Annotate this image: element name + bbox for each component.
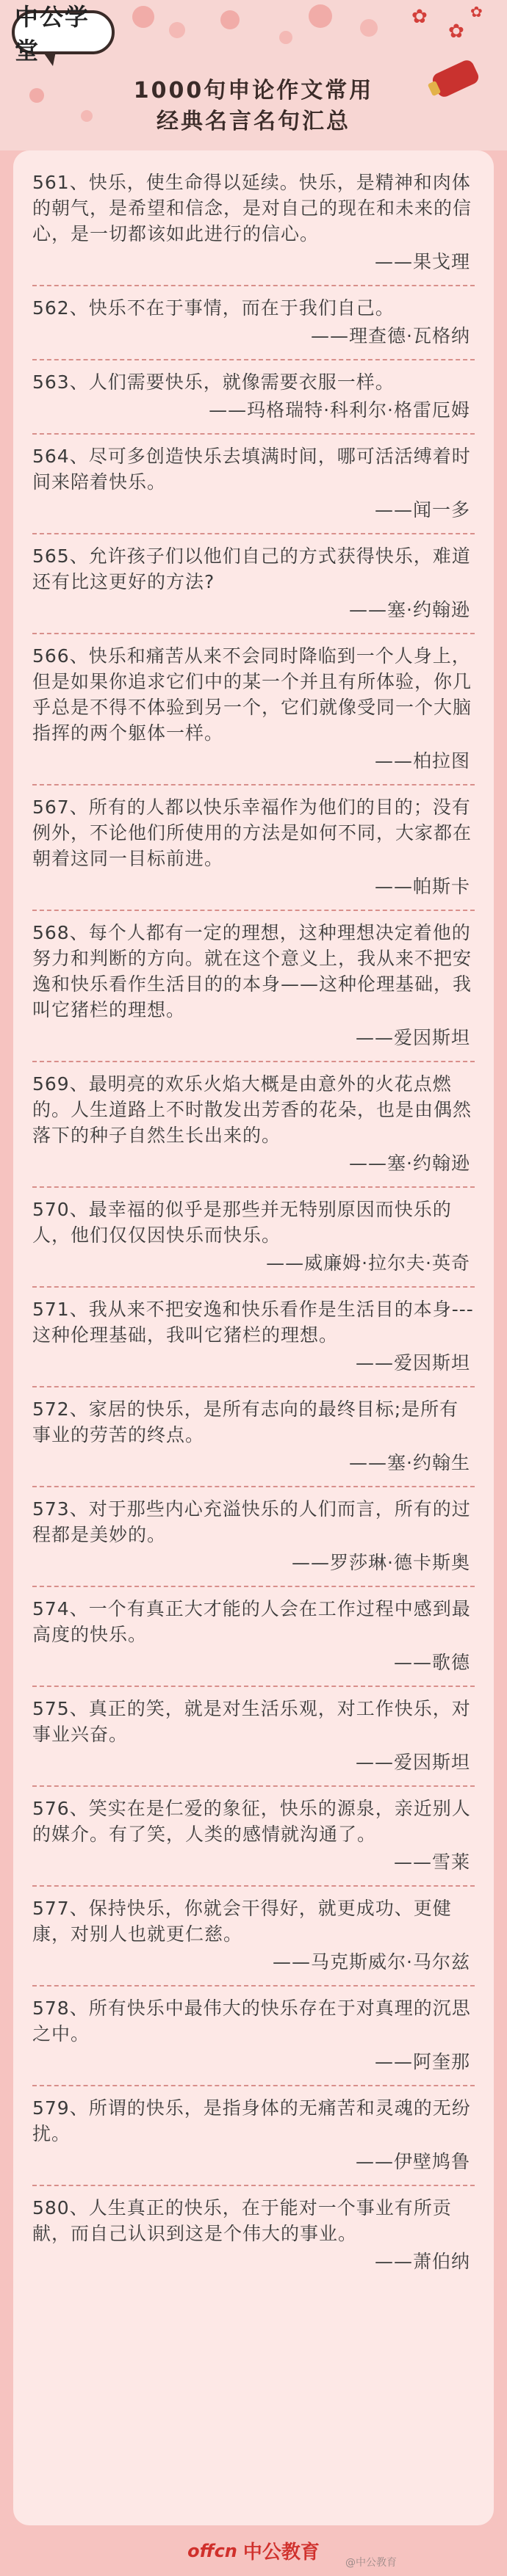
quotes-card: [13, 150, 494, 2525]
quote-text: 562、快乐不在于事情，而在于我们自己。: [32, 297, 395, 319]
quote-text: 571、我从来不把安逸和快乐看作是生活目的本身---这种伦理基础，我叫它猪栏的理想。: [32, 1299, 474, 1346]
quote-entry: [32, 1487, 475, 1587]
quote-author: ——萧伯纳: [374, 2251, 470, 2272]
quote-entry: [32, 2086, 475, 2186]
quote-entry: [32, 634, 475, 786]
quote-entry: [32, 1062, 475, 1188]
logo: 中公学堂: [12, 10, 115, 54]
quote-entry: [32, 1987, 475, 2086]
quote-text: 579、所谓的快乐，是指身体的无痛苦和灵魂的无纷扰。: [32, 2097, 471, 2144]
page-title-line1: 1000句申论作文常用: [133, 78, 374, 104]
quote-text: 569、最明亮的欢乐火焰大概是由意外的火花点燃的。人生道路上不时散发出芳香的花朵，也是由偶然落下的种子自然生长出来的。: [32, 1073, 472, 1146]
decor-bubble: [360, 19, 378, 37]
quote-author: ——爱因斯坦: [355, 1352, 470, 1374]
quote-text: 575、真正的笑，就是对生活乐观，对工作快乐，对事业兴奋。: [32, 1698, 471, 1745]
quote-entry: [32, 1687, 475, 1787]
quote-author: ——塞·约翰生: [349, 1452, 470, 1473]
footer: [0, 2525, 507, 2576]
quote-author: ——伊壁鸠鲁: [355, 2151, 470, 2172]
quote-author: ——闻一多: [374, 499, 470, 520]
quote-text: 567、所有的人都以快乐幸福作为他们的目的；没有例外，不论他们所使用的方法是如何不同，大家都在朝着这同一目标前进。: [32, 797, 472, 869]
quote-author: ——马克斯威尔·马尔兹: [273, 1951, 470, 1973]
plum-blossom-icon: ✿: [411, 6, 428, 28]
quote-author: ——罗莎琳·德卡斯奥: [292, 1552, 470, 1573]
quote-author: ——柏拉图: [374, 750, 470, 772]
quote-entry: [32, 786, 475, 911]
logo-tail: [43, 51, 56, 66]
quote-entry: [32, 1887, 475, 1987]
quote-author: ——果戈理: [374, 251, 470, 272]
quote-author: ——帕斯卡: [374, 876, 470, 897]
quote-entry: [32, 911, 475, 1062]
quote-text: 563、人们需要快乐，就像需要衣服一样。: [32, 371, 395, 393]
plum-blossom-icon: ✿: [470, 3, 483, 21]
page-title-line2: 经典名言名句汇总: [157, 109, 350, 134]
quote-entry: [32, 534, 475, 634]
quote-entry: [32, 1587, 475, 1687]
quote-text: 566、快乐和痛苦从来不会同时降临到一个人身上，但是如果你追求它们中的某一个并且有所体验，你几乎总是不得不体验到另一个，它们就像受同一个大脑指挥的两个躯体一样。: [32, 645, 472, 744]
quote-text: 580、人生真正的快乐，在于能对一个事业有所贡献，而自己认识到这是个伟大的事业。: [32, 2197, 452, 2244]
quote-author: ——歌德: [393, 1652, 470, 1673]
quote-text: 572、家居的快乐，是所有志向的最终目标;是所有事业的劳苦的终点。: [32, 1398, 459, 1445]
quote-author: ——理查德·瓦格纳: [311, 325, 470, 347]
quote-text: 568、每个人都有一定的理想，这种理想决定着他的努力和判断的方向。就在这个意义上，我从来不把安逸和快乐看作生活目的的本身——这种伦理基础，我叫它猪栏的理想。: [32, 922, 472, 1020]
quote-entry: [32, 2186, 475, 2285]
quote-text: 576、笑实在是仁爱的象征，快乐的源泉，亲近别人的媒介。有了笑，人类的感情就沟通了。: [32, 1798, 471, 1845]
quote-author: ——玛格瑞特·科利尔·格雷厄姆: [209, 399, 470, 421]
quote-author: ——爱因斯坦: [355, 1752, 470, 1773]
quote-text: 577、保持快乐，你就会干得好，就更成功、更健康，对别人也就更仁慈。: [32, 1898, 452, 1945]
brand-logo-en: offcn: [187, 2540, 237, 2561]
quote-text: 565、允许孩子们以他们自己的方式获得快乐，难道还有比这更好的方法?: [32, 545, 471, 592]
quote-author: ——塞·约翰逊: [349, 599, 470, 620]
header: [0, 0, 507, 150]
watermark: @中公教育: [345, 2557, 397, 2569]
quote-author: ——阿奎那: [374, 2051, 470, 2072]
decor-bubble: [309, 4, 332, 28]
quote-text: 570、最幸福的似乎是那些并无特别原因而快乐的人，他们仅仅因快乐而快乐。: [32, 1199, 452, 1246]
brand-logo-cn: 中公教育: [242, 2541, 320, 2564]
quote-entry: [32, 1387, 475, 1487]
quote-text: 564、尽可多创造快乐去填满时间，哪可活活缚着时间来陪着快乐。: [32, 446, 471, 493]
quote-author: ——雪莱: [393, 1851, 470, 1873]
quote-text: 578、所有快乐中最伟大的快乐存在于对真理的沉思之中。: [32, 1998, 471, 2045]
plum-blossom-icon: ✿: [448, 21, 464, 43]
quote-entry: [32, 161, 475, 286]
quote-entry: [32, 1787, 475, 1887]
quote-entry: [32, 435, 475, 534]
quote-entry: [32, 286, 475, 360]
quote-entry: [32, 1188, 475, 1288]
quote-text: 573、对于那些内心充溢快乐的人们而言，所有的过程都是美妙的。: [32, 1498, 471, 1545]
quote-author: ——威廉姆·拉尔夫·英奇: [266, 1252, 470, 1274]
decor-bubble: [279, 31, 292, 44]
quote-entry: [32, 360, 475, 435]
decor-bubble: [169, 22, 185, 38]
decor-bubble: [220, 10, 240, 29]
quote-author: ——塞·约翰逊: [349, 1153, 470, 1174]
quote-text: 574、一个有真正大才能的人会在工作过程中感到最高度的快乐。: [32, 1598, 471, 1645]
quote-entry: [32, 1288, 475, 1387]
decor-bubble: [132, 6, 154, 28]
quote-text: 561、快乐，使生命得以延续。快乐，是精神和肉体的朝气，是希望和信念，是对自己的现在和未来的信心，是一切都该如此进行的信心。: [32, 172, 472, 244]
quote-author: ——爱因斯坦: [355, 1027, 470, 1048]
